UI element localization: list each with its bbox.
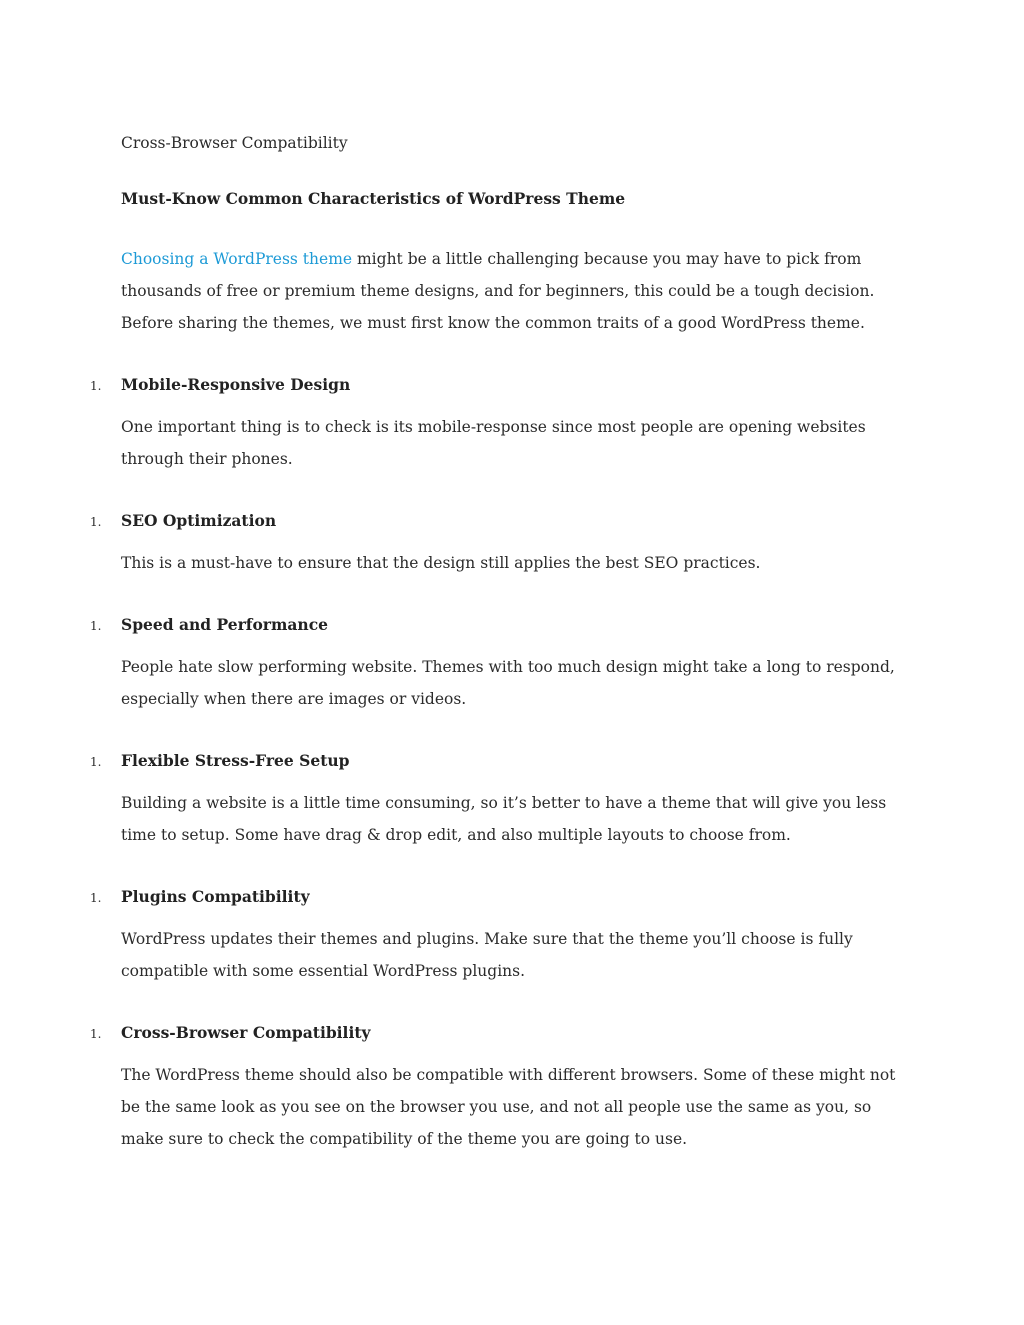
section-body: This is a must-have to ensure that the design still applies the best SEO practices. <box>121 554 761 572</box>
section-title: Flexible Stress-Free Setup <box>121 751 350 770</box>
section-heading <box>90 749 896 773</box>
section-seo-optimization <box>90 509 896 579</box>
section-plugins-compatibility <box>90 885 896 987</box>
list-number: 1. <box>90 1027 102 1041</box>
section-heading <box>90 1021 896 1045</box>
section-speed-performance <box>90 613 896 715</box>
section-body: People hate slow performing website. Themes with too much design might take a long to respond, especially when there are images or videos. <box>121 658 895 708</box>
section-title: Speed and Performance <box>121 615 328 634</box>
section-heading <box>90 613 896 637</box>
section-body: Building a website is a little time consuming, so it’s better to have a theme that will give you less time to setup. Some have drag & drop edit, and also multiple layouts to choose from. <box>121 794 887 844</box>
top-line-text: Cross-Browser Compatibility <box>121 134 348 152</box>
intro-paragraph <box>121 243 896 339</box>
section-body: The WordPress theme should also be compatible with different browsers. Some of these might not be the same look as you see on the browser you use, and not all people use the same as you, so make sure to check the compatibility of the theme you are going to use. <box>121 1066 896 1148</box>
choosing-theme-link[interactable]: Choosing a WordPress theme <box>121 250 353 268</box>
section-heading <box>90 373 896 397</box>
intro-text: might be a little challenging because you may have to pick from thousands of free or premium theme designs, and for beginners, this could be a tough decision. Before sharing the themes, we must first know the common traits of a good WordPress theme. <box>121 250 875 332</box>
section-title: SEO Optimization <box>121 511 277 530</box>
list-number: 1. <box>90 891 102 905</box>
document-content <box>90 131 896 1189</box>
section-cross-browser <box>90 1021 896 1155</box>
section-body: WordPress updates their themes and plugins. Make sure that the theme you’ll choose is fully compatible with some essential WordPress plugins. <box>121 930 853 980</box>
section-heading <box>90 885 896 909</box>
list-number: 1. <box>90 755 102 769</box>
section-heading <box>90 509 896 533</box>
list-number: 1. <box>90 515 102 529</box>
main-heading: Must-Know Common Characteristics of WordPress Theme <box>121 189 626 208</box>
list-number: 1. <box>90 379 102 393</box>
section-body: One important thing is to check is its mobile-response since most people are opening websites through their phones. <box>121 418 866 468</box>
section-flexible-setup <box>90 749 896 851</box>
section-title: Cross-Browser Compatibility <box>121 1023 371 1042</box>
section-title: Plugins Compatibility <box>121 887 310 906</box>
list-number: 1. <box>90 619 102 633</box>
section-title: Mobile-Responsive Design <box>121 375 351 394</box>
section-mobile-responsive <box>90 373 896 475</box>
